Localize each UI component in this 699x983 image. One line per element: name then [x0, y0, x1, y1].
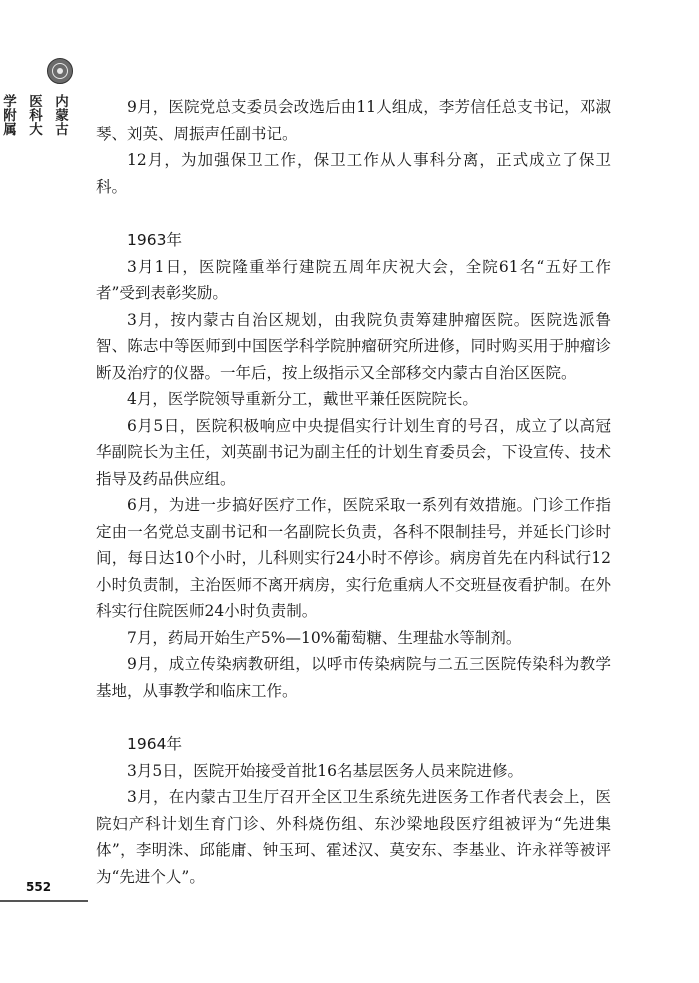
page-content: [96, 94, 611, 890]
paragraph: 3月，按内蒙古自治区规划，由我院负责筹建肿瘤医院。医院选派鲁智、陈志中等医师到中国医学科学院肿瘤研究所进修，同时购买用于肿瘤诊断及治疗的仪器。一年后，按上级指示又全部移交内蒙古自治区医院。: [96, 310, 611, 382]
paragraph: 9月，成立传染病教研组，以呼市传染病院与二五三医院传染科为教学基地，从事教学和临床工作。: [96, 655, 611, 700]
paragraph: 9月，医院党总支委员会改选后由11人组成，李芳信任总支书记，邓淑琴、刘英、周振声任副书记。: [96, 98, 611, 143]
paragraph: 3月，在内蒙古卫生厅召开全区卫生系统先进医务工作者代表会上，医院妇产科计划生育门诊、外科烧伤组、东沙梁地段医疗组被评为“先进集体”，李明洙、邱能庸、钟玉珂、霍述汉、莫安东、李基业、许永祥等被评为“先进个人”。: [96, 788, 611, 886]
page-number: 552: [26, 880, 52, 894]
paragraph: 7月，药局开始生产5%—10%葡萄糖、生理盐水等制剂。: [127, 628, 522, 647]
year-heading: 1964年: [127, 735, 182, 753]
paragraph: 6月5日，医院积极响应中央提倡实行计划生育的号召，成立了以高冠华副院长为主任，刘英副书记为副主任的计划生育委员会，下设宣传、技术指导及药品供应组。: [96, 416, 611, 488]
section-gap: [96, 704, 611, 731]
paragraph: 6月，为进一步搞好医疗工作，医院采取一系列有效措施。门诊工作指定由一名党总支副书记和一名副院长负责，各科不限制挂号，并延长门诊时间，每日达10个小时，儿科则实行24小时不停诊。病房首先在内科试行12小时负责制，主治医师不离开病房，实行危重病人不交班昼夜看护制。在外科实行住院医师24小时负责制。: [96, 496, 611, 620]
paragraph: 3月5日，医院开始接受首批16名基层医务人员来院进修。: [127, 761, 523, 780]
page-number-rule: [0, 900, 88, 902]
hospital-seal-icon: [47, 58, 73, 84]
paragraph: 12月，为加强保卫工作，保卫工作从人事科分离，正式成立了保卫科。: [96, 151, 611, 196]
year-heading: 1963年: [127, 231, 182, 249]
paragraph: 3月1日，医院隆重举行建院五周年庆祝大会，全院61名“五好工作者”受到表彰奖励。: [96, 257, 611, 302]
paragraph: 4月，医学院领导重新分工，戴世平兼任医院院长。: [127, 390, 478, 408]
book-title-vertical: 内蒙古医科大学附属: [0, 94, 68, 136]
section-gap: [96, 200, 611, 227]
